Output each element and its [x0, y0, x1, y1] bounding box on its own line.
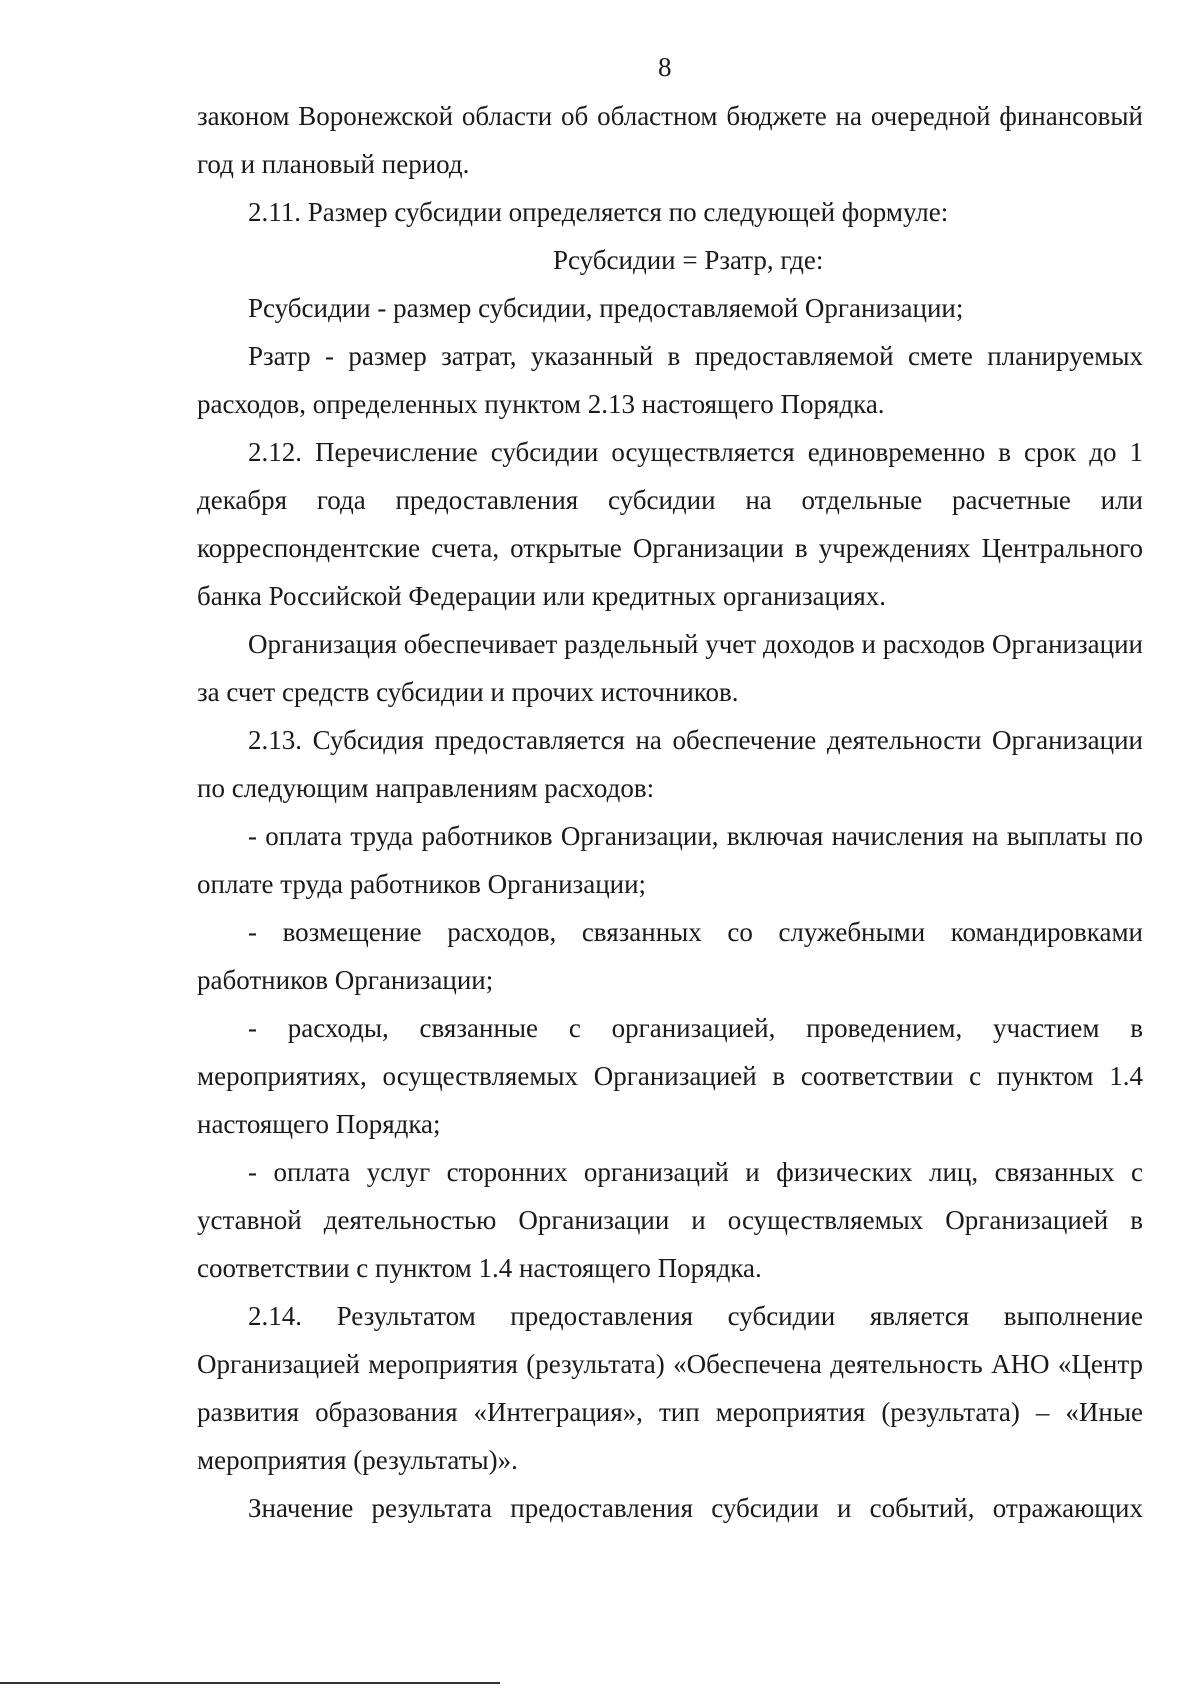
paragraph-2-14: 2.14. Результатом предоставления субсидии является выполнение Организацией мероприятия (результата) «Обеспечена деятельность АНО «Центр развития образования «Интеграция», тип мероприятия (результата) – «Иные мероприятия (результаты)». — [197, 1301, 1143, 1475]
bottom-rule — [0, 1682, 500, 1684]
definition-subsidy: Рсубсидии - размер субсидии, предоставляемой Организации; — [248, 293, 964, 323]
paragraph-2-11: 2.11. Размер субсидии определяется по следующей формуле: — [248, 197, 949, 227]
formula: Рсубсидии = Рзатр, где: — [553, 245, 824, 275]
paragraph-result-value: Значение результата предоставления субсидии и событий, отражающих — [248, 1493, 1143, 1523]
document-body — [197, 92, 1143, 1532]
paragraph-2-12: 2.12. Перечисление субсидии осуществляется единовременно в срок до 1 декабря года предоставления субсидии на отдельные расчетные или корреспондентские счета, открытые Организации в учреждениях Центрального банка Российской Федерации или кредитных организациях. — [197, 437, 1143, 611]
list-item-events: - расходы, связанные с организацией, проведением, участием в мероприятиях, осуществляемых Организацией в соответствии с пунктом 1.4 настоящего Порядка; — [197, 1013, 1143, 1139]
paragraph-2-13: 2.13. Субсидия предоставляется на обеспечение деятельности Организации по следующим направлениям расходов: — [197, 725, 1143, 803]
paragraph-continuation: законом Воронежской области об областном бюджете на очередной финансовый год и плановый период. — [197, 101, 1143, 179]
paragraph-accounting: Организация обеспечивает раздельный учет доходов и расходов Организации за счет средств субсидии и прочих источников. — [197, 629, 1143, 707]
list-item-labor: - оплата труда работников Организации, включая начисления на выплаты по оплате труда работников Организации; — [197, 821, 1143, 899]
definition-costs: Рзатр - размер затрат, указанный в предоставляемой смете планируемых расходов, определенных пунктом 2.13 настоящего Порядка. — [197, 341, 1143, 419]
list-item-services: - оплата услуг сторонних организаций и физических лиц, связанных с уставной деятельностью Организации и осуществляемых Организацией в соответствии с пунктом 1.4 настоящего Порядка. — [197, 1157, 1143, 1283]
list-item-travel: - возмещение расходов, связанных со служебными командировками работников Организации; — [197, 917, 1143, 995]
page-number: 8 — [658, 52, 672, 82]
